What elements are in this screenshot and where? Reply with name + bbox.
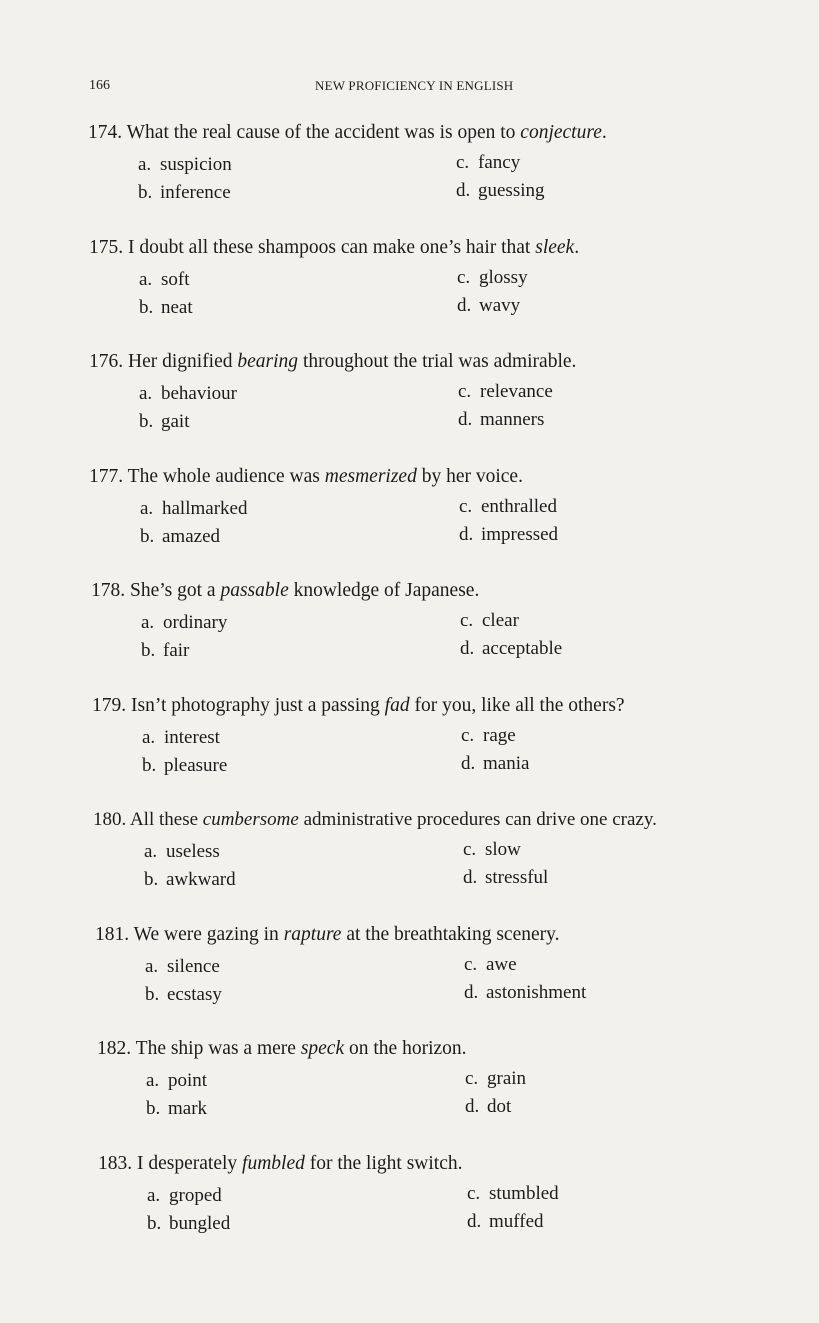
stem-text-before: The whole audience was: [127, 465, 325, 487]
question-item: [0, 466, 819, 581]
question-item: [0, 1038, 819, 1153]
question-item: [0, 1153, 819, 1268]
option-d: d. guessing: [456, 180, 545, 201]
question-item: [0, 695, 819, 810]
option-d: d. mania: [461, 752, 530, 774]
option-b: b. gait: [139, 411, 190, 432]
option-c: c. clear: [460, 610, 519, 631]
target-word: speck: [300, 1038, 345, 1059]
option-d: d. impressed: [459, 523, 559, 545]
target-word: conjecture: [520, 122, 602, 143]
page-number: 166: [89, 78, 110, 93]
question-stem: [93, 809, 657, 831]
option-d: d. acceptable: [460, 638, 563, 659]
question-number: 174.: [88, 122, 123, 143]
stem-text-after: throughout the trial was admirable.: [298, 351, 577, 372]
question-number: 175.: [89, 236, 124, 258]
option-d: d. muffed: [467, 1210, 544, 1232]
stem-text-after: for you, like all the others?: [409, 694, 625, 716]
question-number: 176.: [89, 351, 124, 372]
option-d: d. manners: [458, 409, 545, 430]
option-c: c. relevance: [458, 381, 553, 402]
question-item: [0, 580, 819, 695]
question-stem: [91, 580, 479, 602]
option-b: b. fair: [141, 640, 190, 661]
option-a: a. silence: [145, 955, 220, 977]
target-word: rapture: [283, 923, 342, 945]
target-word: sleek: [535, 236, 575, 258]
target-word: passable: [220, 580, 289, 601]
question-stem: [98, 1153, 462, 1175]
option-c: c. awe: [464, 953, 517, 975]
question-number: 181.: [95, 923, 130, 945]
option-a: a. useless: [144, 841, 220, 862]
question-item: [0, 809, 819, 924]
question-stem: [92, 695, 625, 717]
target-word: fad: [384, 694, 410, 716]
option-a: a. behaviour: [139, 383, 237, 404]
question-item: [0, 351, 819, 466]
option-c: c. rage: [461, 724, 516, 746]
page-header: [0, 78, 819, 100]
stem-text-before: We were gazing in: [133, 923, 284, 945]
option-a: a. ordinary: [141, 612, 228, 633]
option-d: d. dot: [465, 1096, 512, 1117]
stem-text-after: by her voice.: [416, 465, 523, 487]
running-title: NEW PROFICIENCY IN ENGLISH: [315, 78, 514, 93]
option-a: a. point: [146, 1070, 208, 1091]
stem-text-after: .: [574, 236, 580, 258]
option-b: b. ecstasy: [145, 983, 222, 1005]
target-word: bearing: [237, 351, 299, 372]
stem-text-before: She’s got a: [130, 580, 221, 601]
question-number: 180.: [93, 809, 127, 830]
option-c: c. stumbled: [467, 1182, 559, 1204]
option-c: c. enthralled: [459, 495, 557, 517]
stem-text-before: I desperately: [137, 1152, 243, 1174]
stem-text-before: I doubt all these shampoos can make one’s hair that: [128, 236, 536, 258]
option-a: a. soft: [139, 268, 190, 290]
option-c: c. slow: [463, 839, 521, 860]
stem-text-before: What the real cause of the accident was is open to: [126, 122, 521, 143]
target-word: mesmerized: [324, 465, 417, 487]
stem-text-after: knowledge of Japanese.: [288, 580, 480, 601]
option-b: b. inference: [138, 182, 231, 203]
option-b: b. mark: [146, 1098, 208, 1119]
stem-text-before: The ship was a mere: [135, 1038, 301, 1059]
option-b: b. awkward: [144, 869, 236, 890]
question-stem: [89, 237, 579, 259]
option-c: c. glossy: [457, 266, 528, 288]
target-word: fumbled: [242, 1152, 305, 1174]
stem-text-after: .: [601, 122, 607, 143]
question-number: 177.: [89, 465, 124, 487]
question-list: [0, 122, 819, 1267]
stem-text-after: at the breathtaking scenery.: [341, 923, 560, 945]
option-b: b. neat: [139, 296, 193, 318]
stem-text-after: administrative procedures can drive one crazy.: [298, 809, 657, 830]
option-b: b. bungled: [147, 1212, 231, 1234]
option-c: c. grain: [465, 1068, 527, 1089]
question-number: 179.: [92, 694, 127, 716]
stem-text-before: Her dignified: [128, 351, 238, 372]
question-number: 182.: [97, 1038, 132, 1059]
option-d: d. astonishment: [464, 981, 587, 1003]
stem-text-after: on the horizon.: [344, 1038, 467, 1059]
option-d: d. wavy: [457, 294, 521, 316]
option-a: a. hallmarked: [140, 497, 248, 519]
option-d: d. stressful: [463, 867, 549, 888]
question-item: [0, 122, 819, 237]
option-a: a. groped: [147, 1184, 222, 1206]
question-stem: [88, 122, 607, 144]
option-a: a. interest: [142, 726, 220, 748]
option-a: a. suspicion: [138, 154, 232, 175]
question-item: [0, 237, 819, 352]
stem-text-before: Isn’t photography just a passing: [131, 694, 385, 716]
option-b: b. pleasure: [142, 754, 228, 776]
question-number: 178.: [91, 580, 126, 601]
stem-text-before: All these: [129, 809, 203, 830]
option-b: b. amazed: [140, 525, 221, 547]
target-word: cumbersome: [202, 809, 299, 830]
question-item: [0, 924, 819, 1039]
question-stem: [89, 466, 523, 488]
question-number: 183.: [98, 1152, 133, 1174]
question-stem: [97, 1038, 467, 1060]
option-c: c. fancy: [456, 152, 521, 173]
stem-text-after: for the light switch.: [304, 1152, 463, 1174]
question-stem: [89, 351, 576, 373]
question-stem: [95, 924, 559, 946]
